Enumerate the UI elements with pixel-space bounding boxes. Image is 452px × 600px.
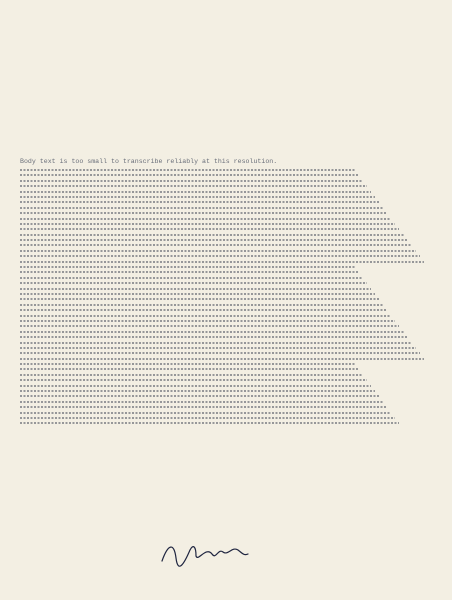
illegible-text-line bbox=[20, 342, 412, 344]
illegible-text-line bbox=[20, 261, 424, 263]
illegible-text-line bbox=[20, 218, 391, 220]
illegible-text-line bbox=[20, 401, 383, 403]
illegible-text-line bbox=[20, 196, 375, 198]
illegible-text-line bbox=[20, 282, 367, 284]
illegible-text-line bbox=[20, 250, 416, 252]
illegible-text-line bbox=[20, 395, 379, 397]
signature bbox=[160, 536, 250, 570]
illegible-text-line bbox=[20, 223, 395, 225]
illegible-text-line bbox=[20, 406, 387, 408]
illegible-text-line bbox=[20, 174, 359, 176]
illegible-text-line bbox=[20, 293, 375, 295]
illegible-text-line bbox=[20, 422, 399, 424]
illegible-text-line bbox=[20, 255, 420, 257]
illegible-text-line bbox=[20, 180, 363, 182]
illegible-text-line bbox=[20, 347, 416, 349]
illegible-text-line bbox=[20, 363, 355, 365]
illegible-text-line bbox=[20, 207, 383, 209]
illegible-text-line bbox=[20, 368, 359, 370]
letterhead bbox=[20, 22, 160, 30]
illegible-text-line bbox=[20, 358, 424, 360]
illegible-text-line bbox=[20, 379, 367, 381]
illegible-text-line bbox=[20, 352, 420, 354]
illegible-text-line bbox=[20, 390, 375, 392]
illegible-text-line bbox=[20, 304, 383, 306]
illegible-text-line bbox=[20, 191, 371, 193]
illegible-text-line bbox=[20, 298, 379, 300]
illegible-text-line bbox=[20, 331, 404, 333]
illegible-text-line bbox=[20, 325, 399, 327]
illegible-text-line bbox=[20, 412, 391, 414]
illegible-text-line bbox=[20, 201, 379, 203]
illegible-text-line bbox=[20, 277, 363, 279]
illegible-body-text bbox=[20, 158, 428, 428]
illegible-text-line bbox=[20, 374, 363, 376]
illegible-text-line bbox=[20, 212, 387, 214]
illegible-text-line bbox=[20, 309, 387, 311]
illegible-text-line bbox=[20, 239, 408, 241]
illegible-text-line bbox=[20, 315, 391, 317]
illegible-text-line bbox=[20, 320, 395, 322]
illegible-text-line bbox=[20, 266, 355, 268]
illegible-text-line bbox=[20, 271, 359, 273]
illegible-text-line bbox=[20, 169, 355, 171]
illegible-text-line bbox=[20, 244, 412, 246]
illegible-text-line bbox=[20, 385, 371, 387]
illegible-text-line bbox=[20, 417, 395, 419]
illegible-text-line bbox=[20, 288, 371, 290]
illegible-text-line bbox=[20, 336, 408, 338]
illegible-text-line bbox=[20, 185, 367, 187]
illegible-text-line bbox=[20, 234, 404, 236]
illegible-text-line bbox=[20, 228, 399, 230]
signature-drawing bbox=[160, 536, 250, 570]
illegible-text-note: Body text is too small to transcribe reliably at this resolution. bbox=[20, 158, 278, 165]
